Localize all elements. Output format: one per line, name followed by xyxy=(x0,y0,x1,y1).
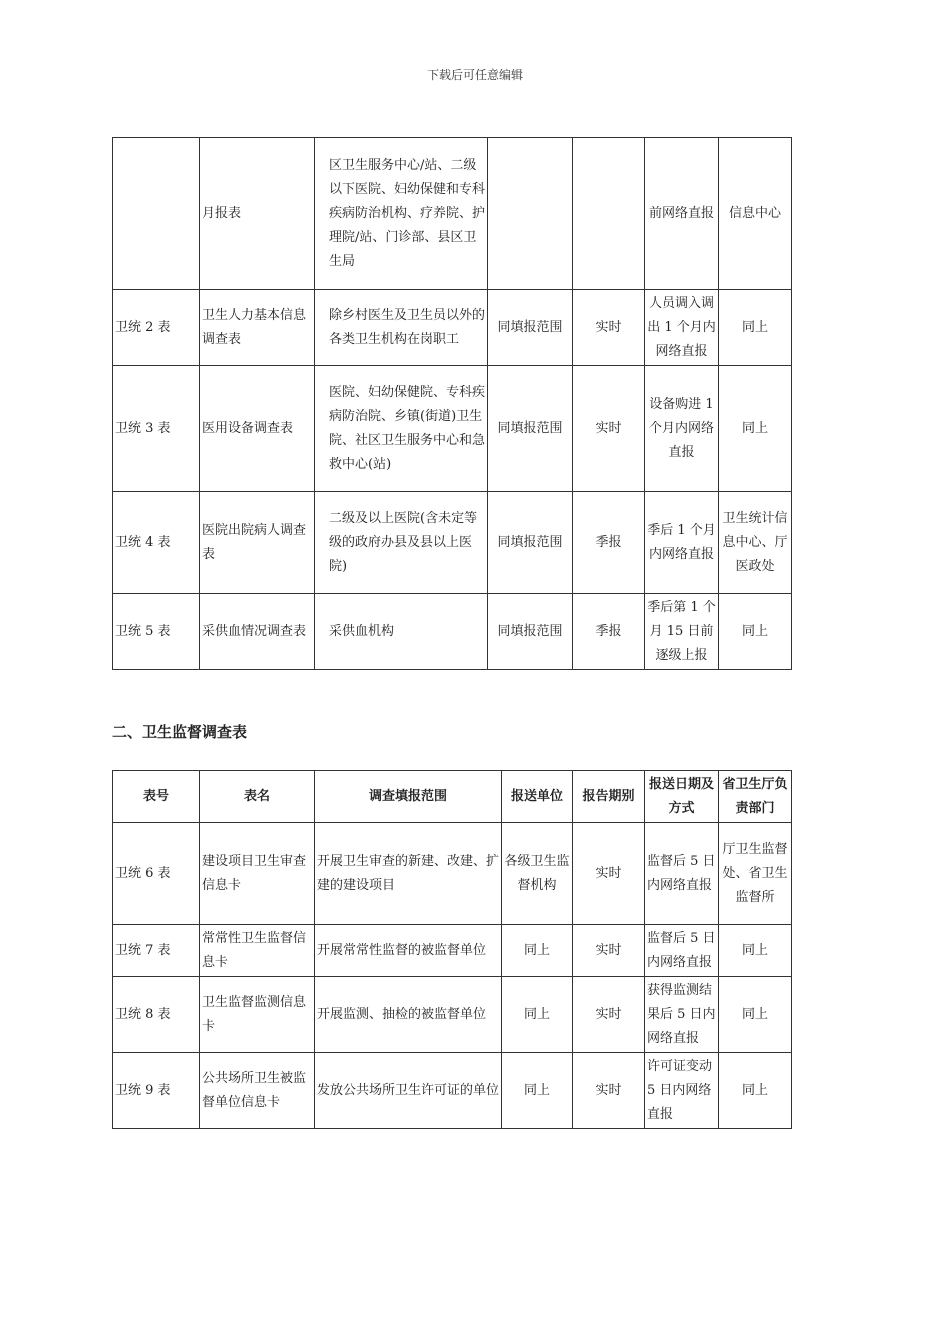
cell-method: 许可证变动 5 日内网络直报 xyxy=(645,1053,719,1129)
table-row xyxy=(113,925,792,977)
cell-dept: 同上 xyxy=(719,290,792,366)
cell-code: 卫统 8 表 xyxy=(113,977,200,1053)
table-row xyxy=(113,366,792,492)
cell-unit: 同填报范围 xyxy=(488,290,573,366)
cell-dept: 同上 xyxy=(719,1053,792,1129)
cell-method: 季后第 1 个月 15 日前逐级上报 xyxy=(645,594,719,670)
cell-method: 人员调入调出 1 个月内网络直报 xyxy=(645,290,719,366)
cell-method: 获得监测结果后 5 日内网络直报 xyxy=(645,977,719,1053)
cell-period: 实时 xyxy=(573,977,645,1053)
cell-dept: 卫生统计信息中心、厅医政处 xyxy=(719,492,792,594)
header-method: 报送日期及方式 xyxy=(645,771,719,823)
page-header-note: 下载后可任意编辑 xyxy=(426,68,523,82)
table-row xyxy=(113,823,792,925)
cell-scope: 医院、妇幼保健院、专科疾病防治院、乡镇(街道)卫生院、社区卫生服务中心和急救中心(站) xyxy=(315,366,488,492)
cell-code: 卫统 9 表 xyxy=(113,1053,200,1129)
header-dept: 省卫生厅负责部门 xyxy=(719,771,792,823)
statistics-table-1 xyxy=(112,137,792,670)
header-name: 表名 xyxy=(200,771,315,823)
cell-period: 季报 xyxy=(573,594,645,670)
header-code: 表号 xyxy=(113,771,200,823)
cell-period: 季报 xyxy=(573,492,645,594)
cell-code: 卫统 2 表 xyxy=(113,290,200,366)
header-scope: 调查填报范围 xyxy=(315,771,502,823)
cell-scope: 发放公共场所卫生许可证的单位 xyxy=(315,1053,502,1129)
table-header-row xyxy=(113,771,792,823)
cell-dept: 同上 xyxy=(719,925,792,977)
table-row xyxy=(113,977,792,1053)
cell-period: 实时 xyxy=(573,290,645,366)
cell-period: 实时 xyxy=(573,823,645,925)
supervision-table xyxy=(112,770,792,1129)
cell-method: 季后 1 个月内网络直报 xyxy=(645,492,719,594)
cell-method: 监督后 5 日内网络直报 xyxy=(645,925,719,977)
header-period: 报告期别 xyxy=(573,771,645,823)
cell-unit: 同上 xyxy=(502,1053,573,1129)
cell-scope: 采供血机构 xyxy=(315,594,488,670)
cell-dept: 信息中心 xyxy=(719,138,792,290)
cell-name: 卫生人力基本信息调查表 xyxy=(200,290,315,366)
cell-scope: 区卫生服务中心/站、二级以下医院、妇幼保健和专科疾病防治机构、疗养院、护理院/站、门诊部、县区卫生局 xyxy=(315,138,488,290)
cell-name: 常常性卫生监督信息卡 xyxy=(200,925,315,977)
cell-code: 卫统 3 表 xyxy=(113,366,200,492)
cell-dept: 同上 xyxy=(719,366,792,492)
cell-scope: 除乡村医生及卫生员以外的各类卫生机构在岗职工 xyxy=(315,290,488,366)
cell-period: 实时 xyxy=(573,925,645,977)
cell-period: 实时 xyxy=(573,1053,645,1129)
cell-scope: 二级及以上医院(含未定等级的政府办县及县以上医院) xyxy=(315,492,488,594)
cell-name: 卫生监督监测信息卡 xyxy=(200,977,315,1053)
cell-unit: 同上 xyxy=(502,925,573,977)
cell-code: 卫统 4 表 xyxy=(113,492,200,594)
cell-unit xyxy=(488,138,573,290)
section-title: 二、卫生监督调查表 xyxy=(112,723,248,741)
cell-dept: 同上 xyxy=(719,594,792,670)
cell-method: 设备购进 1 个月内网络直报 xyxy=(645,366,719,492)
table-row xyxy=(113,1053,792,1129)
cell-name: 公共场所卫生被监督单位信息卡 xyxy=(200,1053,315,1129)
table-row xyxy=(113,138,792,290)
cell-scope: 开展卫生审查的新建、改建、扩建的建设项目 xyxy=(315,823,502,925)
cell-code: 卫统 7 表 xyxy=(113,925,200,977)
cell-scope: 开展监测、抽检的被监督单位 xyxy=(315,977,502,1053)
cell-unit: 同填报范围 xyxy=(488,594,573,670)
cell-period xyxy=(573,138,645,290)
cell-unit: 同填报范围 xyxy=(488,366,573,492)
header-unit: 报送单位 xyxy=(502,771,573,823)
cell-dept: 厅卫生监督处、省卫生监督所 xyxy=(719,823,792,925)
cell-name: 医用设备调查表 xyxy=(200,366,315,492)
cell-dept: 同上 xyxy=(719,977,792,1053)
cell-code xyxy=(113,138,200,290)
cell-name: 采供血情况调查表 xyxy=(200,594,315,670)
cell-name: 月报表 xyxy=(200,138,315,290)
cell-period: 实时 xyxy=(573,366,645,492)
cell-unit: 同上 xyxy=(502,977,573,1053)
cell-method: 前网络直报 xyxy=(645,138,719,290)
table-row xyxy=(113,594,792,670)
cell-name: 建设项目卫生审查信息卡 xyxy=(200,823,315,925)
table-row xyxy=(113,290,792,366)
cell-unit: 同填报范围 xyxy=(488,492,573,594)
cell-unit: 各级卫生监督机构 xyxy=(502,823,573,925)
cell-code: 卫统 5 表 xyxy=(113,594,200,670)
cell-code: 卫统 6 表 xyxy=(113,823,200,925)
table-row xyxy=(113,492,792,594)
cell-method: 监督后 5 日内网络直报 xyxy=(645,823,719,925)
cell-name: 医院出院病人调查表 xyxy=(200,492,315,594)
cell-scope: 开展常常性监督的被监督单位 xyxy=(315,925,502,977)
